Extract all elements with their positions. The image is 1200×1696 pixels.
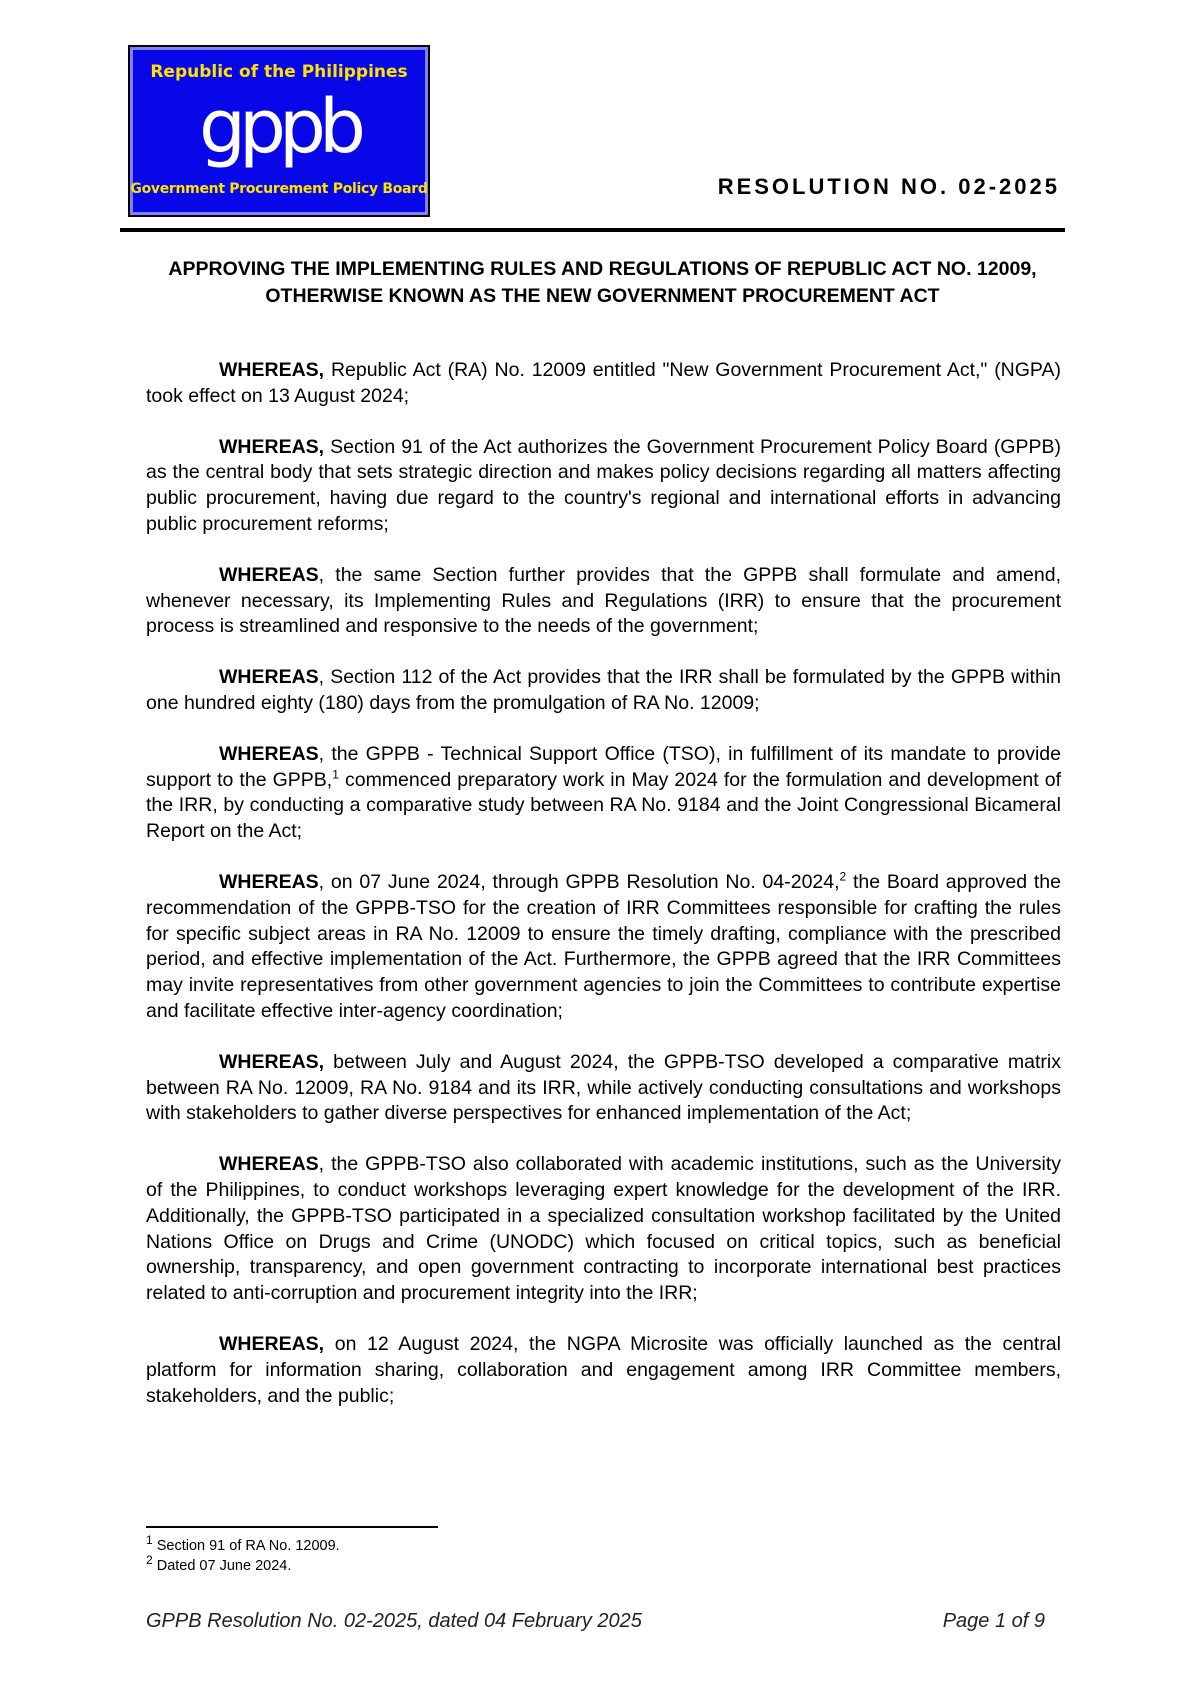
footnote-ref-2[interactable]: 2 (839, 869, 847, 884)
whereas-lead: WHEREAS (219, 742, 319, 765)
whereas-paragraph-4 (146, 665, 1061, 717)
whereas-paragraph-1 (146, 358, 1061, 410)
paragraph-text: , the same Section further provides that the GPPB shall formulate and amend, whenever necessary, its Implementing Rules and Regulations (IRR) to ensure that the procurement process is streamlined and responsive to the needs of the government; (146, 563, 1061, 638)
paragraph-text-cont: commenced preparatory work in May 2024 for the formulation and development of the IRR, by conducting a comparative study between RA No. 9184 and the Joint Congressional Bicameral Report on the Act; (146, 768, 1061, 843)
header-divider (120, 228, 1065, 232)
document-body (146, 358, 1061, 1434)
footnote-1 (146, 1533, 340, 1556)
whereas-paragraph-3 (146, 563, 1061, 640)
whereas-lead: WHEREAS (219, 870, 319, 893)
footer-document-reference: GPPB Resolution No. 02-2025, dated 04 February 2025 (146, 1610, 642, 1632)
footnote-2 (146, 1553, 340, 1576)
gppb-logo (128, 45, 430, 217)
paragraph-text: , the GPPB-TSO also collaborated with academic institutions, such as the University of the Philippines, to conduct workshops leveraging expert knowledge for the development of the IRR. Additionally, the GPPB-TSO participated in a specialized consultation workshop facilitated by the United Nations Office on Drugs and Crime (UNODC) which focused on critical topics, such as beneficial ownership, transparency, and open government contracting to incorporate international best practices related to anti-corruption and procurement integrity into the IRR; (146, 1153, 1061, 1305)
paragraph-text: on 12 August 2024, the NGPA Microsite was officially launched as the central platform for information sharing, collaboration and engagement among IRR Committee members, stakeholders, and the public; (146, 1332, 1061, 1407)
whereas-paragraph-7 (146, 1050, 1061, 1127)
resolution-number: RESOLUTION NO. 02-2025 (717, 174, 1060, 199)
paragraph-text: between July and August 2024, the GPPB-TSO developed a comparative matrix between RA No. 12009, RA No. 9184 and its IRR, while actively conducting consultations and workshops with stakeholders to gather diverse perspectives for enhanced implementation of the Act; (146, 1050, 1061, 1125)
paragraph-text: , the GPPB - Technical Support Office (TSO), in fulfillment of its mandate to provide support to the GPPB, (146, 742, 1061, 791)
footer-page-number: Page 1 of 9 (942, 1610, 1045, 1632)
footnote-number: 2 (146, 1553, 153, 1568)
whereas-lead: WHEREAS, (219, 1332, 325, 1355)
whereas-lead: WHEREAS, (219, 435, 325, 458)
footnote-divider (146, 1526, 438, 1528)
whereas-paragraph-8 (146, 1152, 1061, 1307)
whereas-lead: WHEREAS (219, 563, 319, 586)
logo-top-text: Republic of the Philippines (150, 62, 408, 82)
whereas-paragraph-9 (146, 1332, 1061, 1409)
whereas-lead: WHEREAS, (219, 359, 325, 381)
footnote-text: Section 91 of RA No. 12009. (152, 1538, 340, 1554)
whereas-paragraph-2 (146, 435, 1061, 538)
whereas-lead: WHEREAS, (219, 1050, 325, 1073)
footnote-ref-1[interactable]: 1 (332, 767, 339, 782)
paragraph-text: , on 07 June 2024, through GPPB Resolution No. 04-2024, (318, 870, 840, 893)
paragraph-text-cont: the Board approved the recommendation of the GPPB-TSO for the creation of IRR Committees responsible for crafting the rules for specific subject areas in RA No. 12009 to ensure the timely drafting, compliance with the prescribed period, and effective implementation of the Act. Furthermore, the GPPB agreed that the IRR Committees may invite representatives from other government agencies to join the Committees to contribute expertise and facilitate effective inter-agency coordination; (146, 870, 1061, 1022)
whereas-paragraph-6 (146, 870, 1061, 1025)
whereas-lead: WHEREAS (219, 1153, 319, 1176)
footnote-number: 1 (146, 1533, 153, 1548)
paragraph-text: , Section 112 of the Act provides that the IRR shall be formulated by the GPPB within one hundred eighty (180) days from the promulgation of RA No. 12009; (146, 666, 1061, 714)
paragraph-text: Republic Act (RA) No. 12009 entitled "New Government Procurement Act," (NGPA) took effect on 13 August 2024; (146, 359, 1061, 407)
footnote-text: Dated 07 June 2024. (152, 1558, 292, 1574)
logo-mark: gppb (199, 84, 359, 170)
footnotes (146, 1533, 340, 1576)
whereas-paragraph-5 (146, 742, 1061, 845)
paragraph-text: Section 91 of the Act authorizes the Government Procurement Policy Board (GPPB) as the central body that sets strategic direction and makes policy decisions regarding all matters affecting public procurement, having due regard to the country's regional and international efforts in advancing public procurement reforms; (146, 435, 1061, 535)
logo-bottom-text: Government Procurement Policy Board (130, 181, 428, 197)
document-title: APPROVING THE IMPLEMENTING RULES AND REGULATIONS OF REPUBLIC ACT NO. 12009, OTHERWISE KNOWN AS THE NEW GOVERNMENT PROCUREMENT ACT (168, 258, 1037, 307)
whereas-lead: WHEREAS (219, 666, 319, 689)
